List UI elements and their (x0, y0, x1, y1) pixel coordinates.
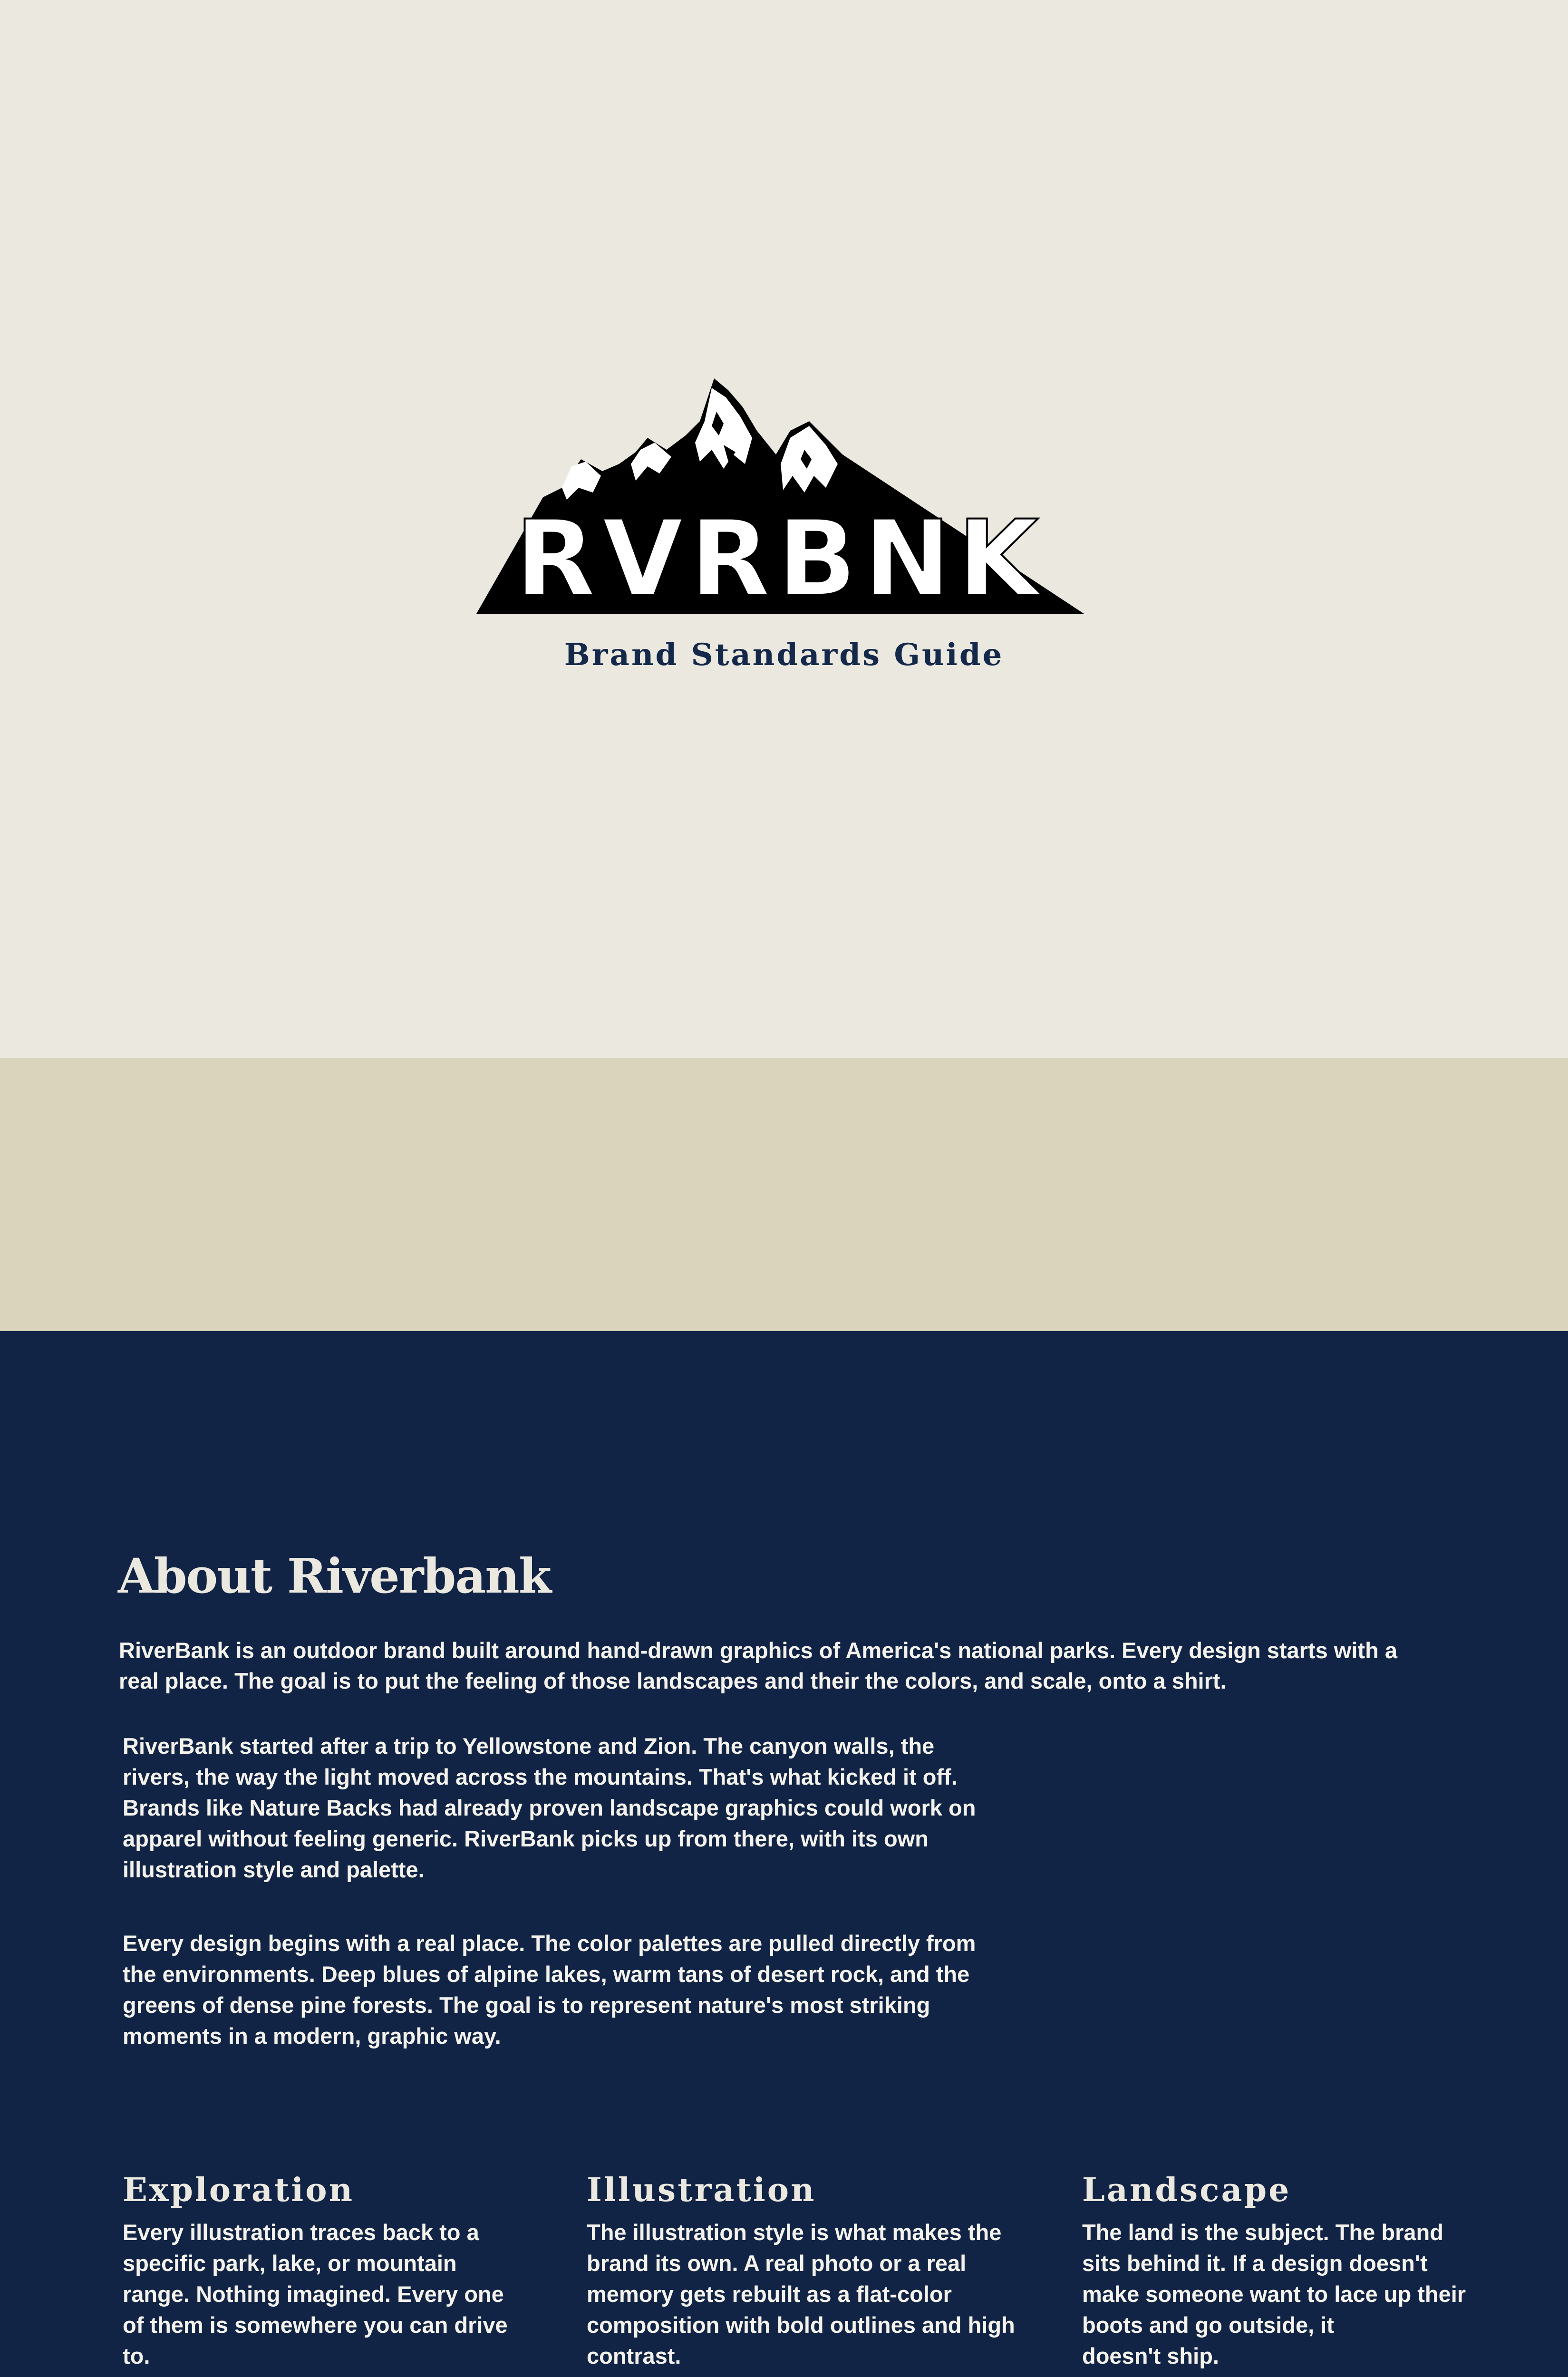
pillar-title: Exploration (123, 2171, 355, 2209)
about-lead: RiverBank is an outdoor brand built around hand-drawn graphics of America's national parks. Every design starts with a real place. The goal is to put the feeling of those landscapes and their the colors, and scale, onto a shirt. (119, 1638, 1397, 1693)
cover-section (0, 0, 1568, 1058)
about-paragraph-design: Every design begins with a real place. The color palettes are pulled directly from the environments. Deep blues of alpine lakes, warm tans of desert rock, and the greens of dense pine forests. The goal is to represent nature's most striking moments in a modern, graphic way. (123, 1931, 976, 2048)
logo-wordmark-text: RVRBNK (515, 498, 1045, 615)
pillar-exploration (123, 2173, 513, 2371)
accent-band (0, 1058, 1568, 1331)
pillar-title: Landscape (1082, 2171, 1291, 2209)
cover-subtitle: Brand Standards Guide (564, 637, 1004, 673)
about-title: About Riverbank (118, 1548, 551, 1604)
pillar-body: The illustration style is what makes the brand its own. A real photo or a real memory gets rebuilt as a flat-color composition with bold outlines and high contrast. (587, 2219, 1015, 2368)
pillar-title: Illustration (587, 2171, 816, 2209)
mountain-wordmark-logo (476, 378, 1084, 615)
pillar-illustration (587, 2173, 1024, 2371)
pillar-landscape (1082, 2173, 1477, 2371)
pillar-body: Every illustration traces back to a specific park, lake, or mountain range. Nothing imagined. Every one of them is somewhere you can drive to. (123, 2219, 508, 2368)
pillar-body: The land is the subject. The brand sits behind it. If a design doesn't make someone want to lace up their boots and go outside, it doesn't ship. (1082, 2219, 1466, 2368)
about-paragraph-origin: RiverBank started after a trip to Yellowstone and Zion. The canyon walls, the rivers, the way the light moved across the mountains. That's what kicked it off. Brands like Nature Backs had already proven landscape graphics could work on apparel without feeling generic. RiverBank picks up from there, with its own illustration style and palette. (123, 1733, 976, 1882)
about-section (0, 1331, 1568, 2377)
